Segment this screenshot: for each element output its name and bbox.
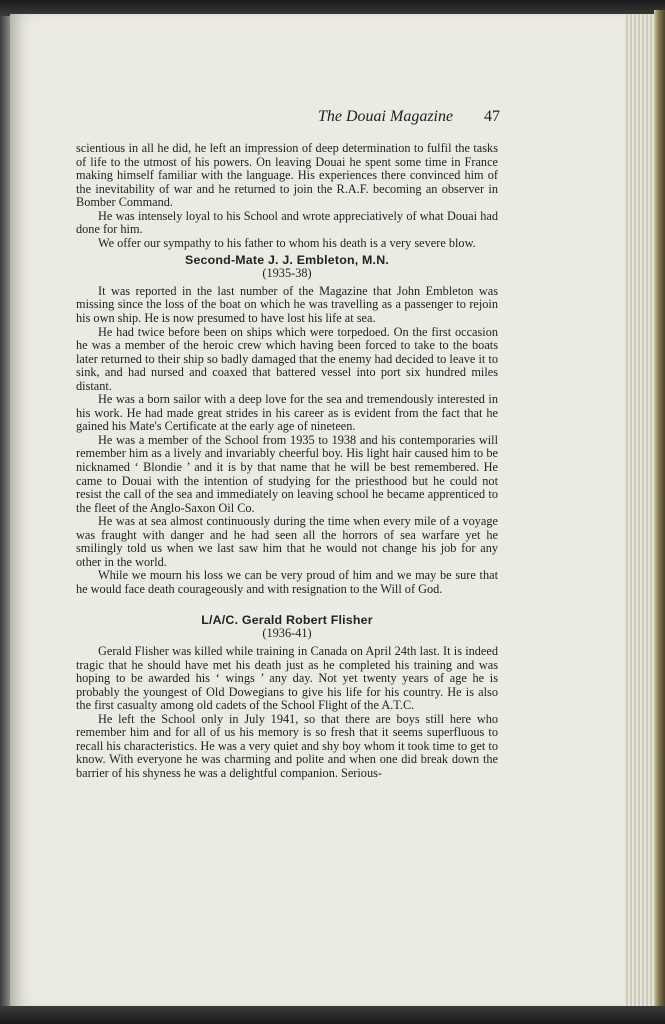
paragraph: He had twice before been on ships which were torpedoed. On the first occasion he was a member of the heroic crew which having been forced to take to the boats later returned to their ship so badly damaged that the enemy had decided to leave it to sink, and had nursed and coaxed that battered vessel into port six hundred miles distant. xyxy=(76,324,498,393)
paragraph: It was reported in the last number of the Magazine that John Embleton was missing since the loss of the boat on which he was travelling as a passenger to rejoin his own ship. He is now presumed to have lost his life at sea. xyxy=(76,283,498,325)
article-body xyxy=(76,142,498,780)
magazine-title: The Douai Magazine xyxy=(318,108,454,125)
paragraph: He was at sea almost continuously during the time when every mile of a voyage was fraught with danger and he had seen all the horrors of sea warfare yet he smilingly told us when we last saw him that he would not change his job for any other in the world. xyxy=(76,514,498,569)
obituary-heading-flisher: L/A/C. Gerald Robert Flisher xyxy=(201,613,373,628)
page-stack-edge xyxy=(624,14,654,1008)
book-bottom-edge xyxy=(0,1006,665,1024)
paragraph: scientious in all he did, he left an impression of deep determination to fulfil the tasks of life to the utmost of his powers. On leaving Douai he spent some time in France making himself familiar with the language. His experiences there convinced him of the inevitability of war and he returned to join the R.A.F. becoming an observer in Bomber Command. xyxy=(76,141,498,210)
paragraph: He left the School only in July 1941, so that there are boys still here who remember him and for all of us his memory is so fresh that it seems superfluous to recall his characteristics. He was a very quiet and shy boy whom it took time to get to know. With everyone he was charming and polite and when one did break down the barrier of his shyness he was a delightful companion. Serious- xyxy=(76,711,498,780)
obituary-heading-embleton: Second-Mate J. J. Embleton, M.N. xyxy=(185,253,389,268)
obituary-dates-embleton: (1935-38) xyxy=(262,266,312,281)
book-left-edge xyxy=(0,14,10,1008)
paragraph: While we mourn his loss we can be very proud of him and we may be sure that he would face death courageously and with resignation to the Will of God. xyxy=(76,568,498,596)
paragraph: He was a born sailor with a deep love for the sea and tremendously interested in his work. He had made great strides in his career as is evident from the fact that he gained his Mate's Certificate at the early age of nineteen. xyxy=(76,392,498,434)
book-spine-edge xyxy=(654,10,665,1010)
running-head xyxy=(318,108,500,126)
paragraph: He was intensely loyal to his School and wrote appreciatively of what Douai had done for him. xyxy=(76,208,498,237)
paragraph: We offer our sympathy to his father to whom his death is a very severe blow. xyxy=(98,235,476,250)
obituary-dates-flisher: (1936-41) xyxy=(262,626,312,641)
paragraph: Gerald Flisher was killed while training in Canada on April 24th last. It is indeed tragic that he should have met his death just as he completed his training and was hoping to be awarded his ‘ wings ’ any day. Not yet twenty years of age he is probably the youngest of Old Dowegians to give his life for his country. He is also the first casualty among old cadets of the School Flight of the A.T.C. xyxy=(76,643,498,713)
page-number: 47 xyxy=(484,108,500,125)
paragraph: He was a member of the School from 1935 to 1938 and his contemporaries will remember him as a lively and invariably cheerful boy. His light hair caused him to be nicknamed ‘ Blondie ’ and it is by that name that he will be best remembered. He came to Douai with the intention of studying for the priesthood but he could not resist the call of the sea and immediately on leaving school he became apprenticed to the fleet of the Anglo-Saxon Oil Co. xyxy=(76,432,498,515)
